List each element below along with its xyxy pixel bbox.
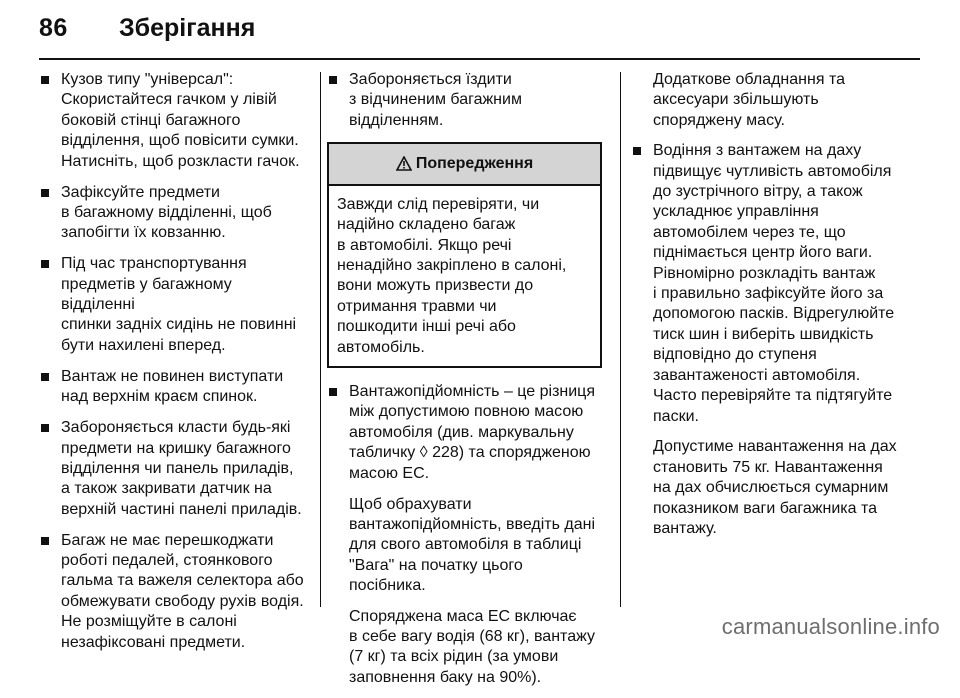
list-item [327,70,604,131]
list-item-text: Забороняється класти будь-які предмети на кришку багажного відділення чи панель приладів, а також закривати датчик на верхній частині панелі приладів. [61,419,302,518]
list-item [327,382,604,484]
list-item [39,418,307,520]
warning-header [329,144,600,186]
list-item-text: Вантажопідйомність – це різниця між допустимою повною масою автомобіля (див. маркувальну табличку ◊ 228) та спорядженою масою ЕС. [349,382,596,482]
list-item-text: Водіння з вантажем на даху підвищує чутливість автомобіля до зустрічного вітру, а також ускладнює управління автомобілем через те, що піднімається центр його ваги. Рівномірно розкладіть вантаж і правильно зафіксуйте його за допомогою пасків. Відрегулюйте тиск шин і виберіть швидкість відповідно до ступеня завантаженості автомобіля. Часто перевіряйте та підтягуйте паски. [653,142,895,425]
list-item-text: Вантаж не повинен виступати над верхнім краєм спинок. [61,367,284,406]
bullet-icon [41,537,49,545]
column-1 [39,70,307,664]
list-item [39,531,307,653]
bullet-icon [41,76,49,84]
list-item [39,70,307,172]
warning-triangle-icon [396,156,412,171]
warning-title: Попередження [415,154,534,172]
bullet-icon [329,76,337,84]
bullet-icon [41,373,49,381]
column-divider [620,72,621,607]
bullet-icon [633,147,641,155]
column-3 [631,70,921,549]
list-item [39,183,307,244]
page-header [0,0,960,60]
header-divider [39,58,920,60]
list-item-text: Під час транспортування предметів у багажному відділенні спинки задніх сидінь не повинні бути нахилені вперед. [61,255,297,354]
page-title: Зберігання [119,14,256,42]
paragraph: Щоб обрахувати вантажопідйомність, введіть дані для свого автомобіля в таблиці "Вага" на початку цього посібника. [349,495,596,595]
list-item-text: Багаж не має перешкоджати роботі педалей, стоянкового гальма та важеля селектора або обмежувати свободу рухів водія. Не розміщуйте в салоні незафіксовані предмети. [61,531,304,651]
paragraph: Додаткове обладнання та аксесуари збільшують споряджену масу. [653,71,845,129]
list-item-text: Забороняється їздити з відчиненим багажним відділенням. [349,71,522,129]
column-divider [320,72,321,607]
bullet-icon [41,189,49,197]
bullet-icon [329,388,337,396]
paragraph: Допустиме навантаження на дах становить 75 кг. Навантаження на дах обчислюється сумарним показником ваги багажника та вантажу. [653,438,897,538]
column-2 [327,70,604,698]
list-item-text: Зафіксуйте предмети в багажному відділенні, щоб запобігти їх ковзанню. [61,183,272,242]
warning-body: Завжди слід перевіряти, чи надійно складено багаж в автомобілі. Якщо речі ненадійно закріплено в салоні, вони можуть призвести до отримання травми чи пошкодити інші речі або автомобіль. [337,195,567,356]
watermark: carmanualsonline.info [721,614,940,639]
bullet-icon [41,260,49,268]
list-item [39,254,307,356]
bullet-icon [41,424,49,432]
list-item [631,141,921,427]
warning-box [327,142,602,368]
page-number: 86 [39,14,68,42]
list-item-text: Кузов типу "універсал": Скористайтеся гачком у лівій боковій стінці багажного відділення, щоб повісити сумки. Натисніть, щоб розкласти гачок. [61,71,300,170]
list-item [39,367,307,408]
paragraph: Споряджена маса ЕС включає в себе вагу водія (68 кг), вантажу (7 кг) та всіх рідин (за умови заповнення баку на 90%). [349,607,595,686]
